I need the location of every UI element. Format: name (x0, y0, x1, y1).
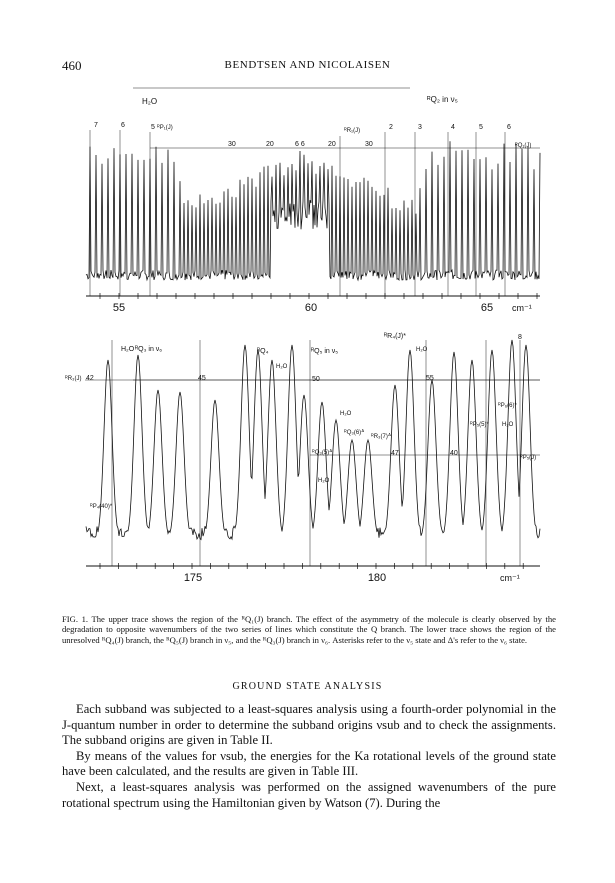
label-h2o-lower-d: H₂O (340, 411, 352, 417)
label-rq3-in-v6: ᴿQ₃ in ν₆ (135, 346, 163, 353)
paragraph: Next, a least-squares analysis was performed on the assigned wavenumbers of the pure rotational spectrum using the Hamiltonian given by Watson (7). During the (62, 779, 556, 810)
label-j5: 5 (151, 124, 155, 131)
label-h2o-lower-b: H₂O (276, 364, 288, 370)
label-h2o-upper: H₂O (142, 97, 158, 106)
body-text (62, 702, 556, 811)
label-j7: 7 (94, 122, 98, 129)
section-title: GROUND STATE ANALYSIS (232, 681, 383, 692)
label-h2o-lower-c: H₂O (416, 347, 428, 353)
label-h2o-lower-a: H₂O (121, 346, 135, 353)
paragraph: Each subband was subjected to a least-squares analysis using a fourth-order polynomial in the J-quantum number in order to determine the subband origins νsub and to check the assignments. The subband origins are given in Table II. (62, 702, 556, 748)
label-rq1: ᴿQ₁(J) (515, 143, 532, 149)
label-rq3-6: ᴿQ₃(6)ᐞ (344, 430, 365, 436)
label-rp4-40: ᴿP₄(40)* (90, 504, 113, 510)
upper-trace (86, 141, 540, 280)
label-rq3-5: ᴿQ₃(5)ᐞ (312, 450, 333, 456)
label-j2: 2 (389, 124, 393, 131)
figure-caption: FIG. 1. The upper trace shows the region of the ᴿQ₁(J) branch. The effect of the asymmetry of the molecule is clearly observed by the degradation to opposite wavenumbers of the two series of lines which constitute the Q branch. The lower trace shows the region of the unresolved ᴿQ₄(J) branch, the ᴿQ₅(J) branch in ν₅, and the ᴿQ₃(J) branch in ν₆. Asterisks refer to the ν₅ state and Δ's refer to the ν₆ state. (62, 614, 556, 645)
label-j42: 42 (86, 375, 94, 382)
label-j47: 47 (391, 450, 399, 457)
label-h2o-lower-e: H₂O (318, 478, 330, 484)
upper-tick-label-65: 65 (480, 302, 494, 314)
label-j3: 3 (418, 124, 422, 131)
running-head: BENDTSEN AND NICOLAISEN (224, 59, 391, 71)
label-j6: 6 (121, 122, 125, 129)
label-rr1: ᴿR₁(J) (344, 128, 361, 134)
lower-axis-unit: cm⁻¹ (500, 573, 520, 583)
label-j20-left: 20 (266, 141, 274, 148)
lower-spectrum (65, 333, 540, 584)
upper-assignment-lines (90, 88, 540, 380)
label-j20-right: 20 (328, 141, 336, 148)
label-rp5: ᴿP₅(J) (520, 455, 537, 461)
label-h2o-lower-f: H₂O (502, 422, 514, 428)
label-j4: 4 (451, 124, 455, 131)
upper-axis-unit: cm⁻¹ (512, 303, 532, 313)
label-j30-right: 30 (365, 141, 373, 148)
label-j5-right: 5 (479, 124, 483, 131)
label-rp6-6: ᴿP₆(6)* (498, 403, 517, 409)
label-rq5-in-v5: ᴿQ₅ in ν₅ (311, 348, 339, 355)
page-number: 460 (62, 58, 82, 73)
label-rp5-5: ᴿP₅(5)* (470, 422, 489, 428)
label-j45: 45 (198, 375, 206, 382)
lower-tick-label-180: 180 (367, 572, 387, 584)
label-rr4: ᴿR₄(J)* (384, 333, 406, 340)
label-rq4: ᴿQ₄ (257, 348, 269, 355)
label-j8: 8 (518, 334, 522, 341)
upper-spectrum (86, 88, 540, 380)
lower-tick-label-175: 175 (183, 572, 203, 584)
paragraph: By means of the values for νsub, the energies for the Ka rotational levels of the ground state have been calculated, and the results are given in Table III. (62, 748, 556, 779)
label-j6-right: 6 (507, 124, 511, 131)
label-j50: 50 (312, 376, 320, 383)
label-rr3-7: ᴿR₃(7)ᐞ (371, 434, 392, 440)
label-j30-left: 30 (228, 141, 236, 148)
label-j6-6: 6 6 (295, 141, 305, 148)
label-rp1: ᴿP₁(J) (157, 125, 173, 131)
label-rr3: ᴿR₃(J) (65, 376, 82, 382)
upper-tick-label-55: 55 (112, 302, 126, 314)
upper-tick-label-60: 60 (304, 302, 318, 314)
lower-trace (86, 340, 540, 540)
label-j55: 55 (426, 375, 434, 382)
label-j40: 40 (450, 450, 458, 457)
label-rq2-in-v5: ᴿQ₂ in ν₅ (427, 95, 458, 104)
